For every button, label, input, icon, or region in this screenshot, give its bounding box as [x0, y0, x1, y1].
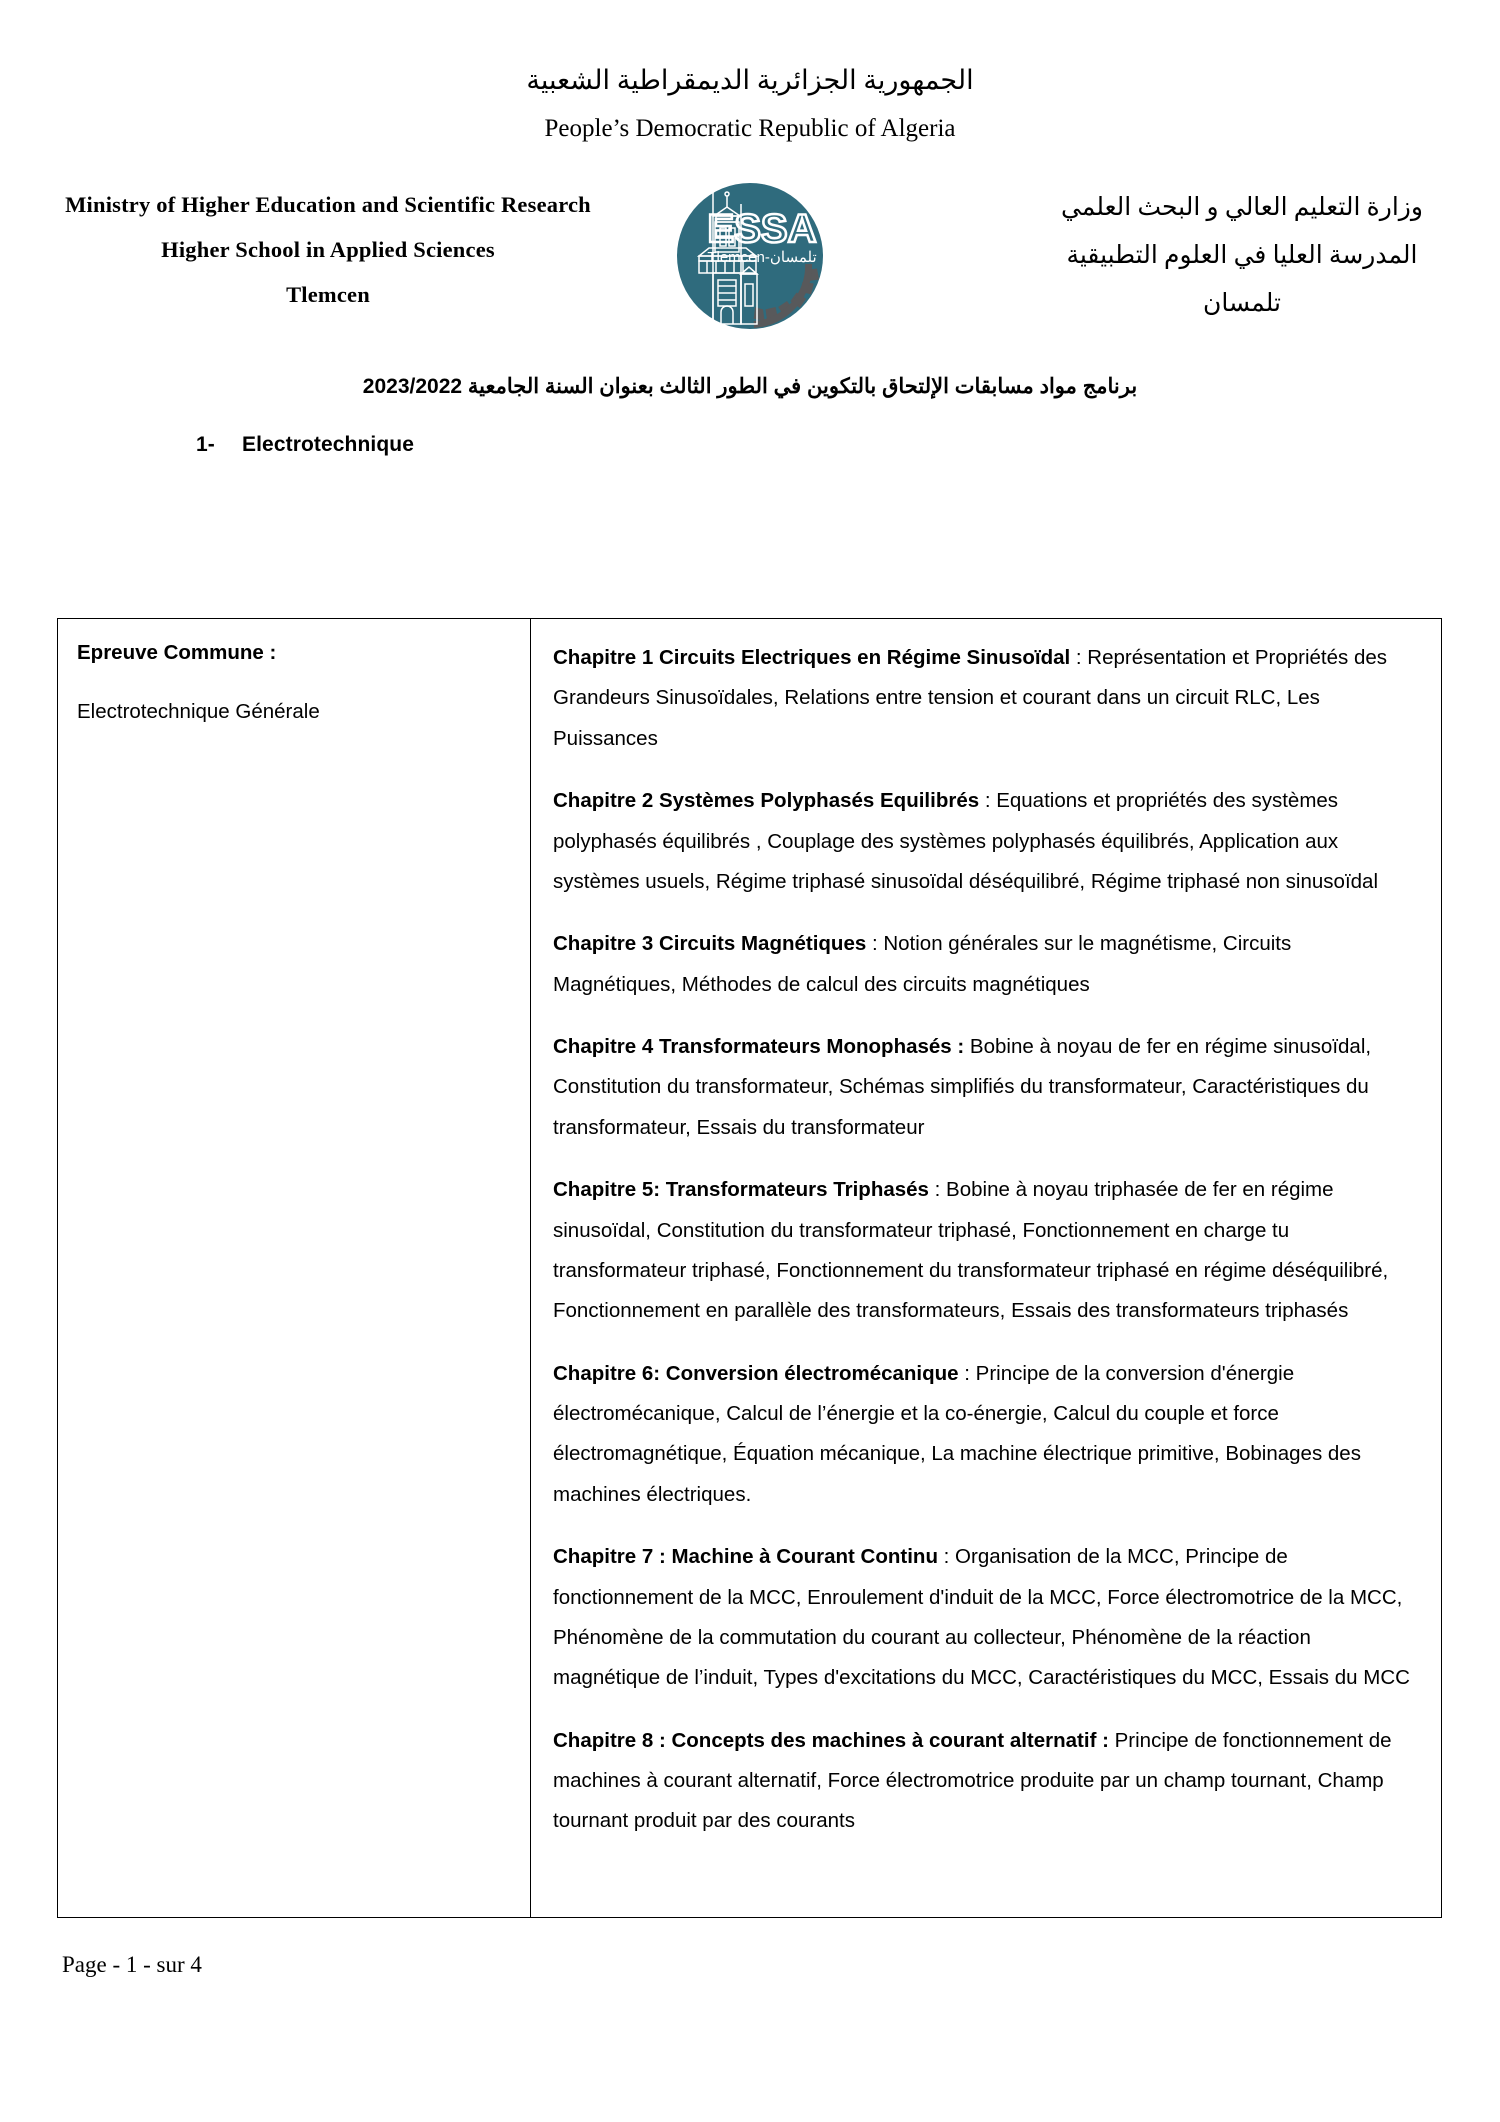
page-footer: Page - 1 - sur 4 [62, 1952, 202, 1977]
header-english-republic: People’s Democratic Republic of Algeria [544, 115, 956, 143]
chapter-title: Chapitre 6: Conversion électromécanique [553, 1361, 959, 1385]
chapter-body: Principe de fonctionnement de machines à courant alternatif, Force électromotrice produite par un champ tournant, Champ tournant produit par des courants [553, 1728, 1392, 1833]
document-header [0, 0, 1500, 146]
svg-text:Tlemcen-تلمسان: Tlemcen-تلمسان [707, 249, 817, 267]
chapter-title: Chapitre 3 Circuits Magnétiques [553, 932, 867, 956]
exam-subject: Electrotechnique Générale [77, 699, 320, 723]
chapter-title: Chapitre 2 Systèmes Polyphasés Equilibrés [553, 789, 980, 813]
table-cell-program [531, 619, 1441, 1917]
chapter-title: Chapitre 8 : Concepts des machines à courant alternatif : [553, 1728, 1109, 1752]
city-line-arabic: تلمسان [1203, 290, 1281, 318]
svg-text:ESSA: ESSA [707, 207, 817, 252]
essa-tlemcen-logo [666, 174, 834, 342]
chapter-body: : Principe de la conversion d'énergie électromécanique, Calcul de l’énergie et la co-énergie, Calcul du couple et force électromagnétique, Équation mécanique, La machine électrique primitive, Bobinages des machines électriques. [553, 1361, 1361, 1506]
section-label: Electrotechnique [242, 433, 414, 457]
chapter-paragraph [553, 924, 1419, 1005]
chapter-paragraph [553, 1721, 1419, 1842]
chapter-body: : Equations et propriétés des systèmes polyphasés équilibrés , Couplage des systèmes polyphasés équilibrés, Application aux systèmes usuels, Régime triphasé sinusoïdal déséquilibré, Régime triphasé non sinusoïdal [553, 789, 1378, 893]
chapter-paragraph [553, 781, 1419, 902]
chapter-paragraph [553, 1027, 1419, 1148]
school-line-arabic: المدرسة العليا في العلوم التطبيقية [1066, 242, 1418, 270]
chapter-title: Chapitre 1 Circuits Electriques en Régime Sinusoïdal [553, 646, 1071, 669]
chapter-paragraph [553, 638, 1419, 759]
exam-heading: Epreuve Commune : [77, 641, 277, 664]
institution-english-block [28, 182, 628, 317]
chapter-body: : Représentation et Propriétés des Grandeurs Sinusoïdales, Relations entre tension et courant dans un circuit RLC, Les Puissances [553, 646, 1387, 750]
chapter-body: : Organisation de la MCC, Principe de fonctionnement de la MCC, Enroulement d'induit de la MCC, Force électromotrice de la MCC, Phénomène de la commutation du courant au collecteur, Phénomène de la réaction magnétique de l’induit, Types d'excitations du MCC, Caractéristiques du MCC, Essais du MCC [553, 1545, 1410, 1690]
header-arabic-republic: الجمهورية الجزائرية الديمقراطية الشعبية [526, 65, 974, 95]
chapter-title: Chapitre 4 Transformateurs Monophasés : [553, 1035, 965, 1058]
program-title-arabic: برنامج مواد مسابقات الإلتحاق بالتكوين في الطور الثالث بعنوان السنة الجامعية 2023/2022 [362, 375, 1138, 399]
chapter-title: Chapitre 7 : Machine à Courant Continu [553, 1545, 938, 1569]
section-heading [0, 433, 1500, 457]
city-line: Tlemcen [286, 282, 370, 308]
ministry-line: Ministry of Higher Education and Scientific Research [65, 192, 591, 218]
chapter-body: : Bobine à noyau triphasée de fer en régime sinusoïdal, Constitution du transformateur triphasé, Fonctionnement en charge tu transformateur triphasé, Fonctionnement du transformateur triphasé en régime déséquilibré, Fonctionnement en parallèle des transformateurs, Essais des transformateurs triphasés [553, 1178, 1389, 1323]
program-table [57, 618, 1442, 1918]
chapter-body: Bobine à noyau de fer en régime sinusoïdal, Constitution du transformateur, Schémas simplifiés du transformateur, Caractéristiques du transformateur, Essais du transformateur [553, 1035, 1372, 1139]
ministry-line-arabic: وزارة التعليم العالي و البحث العلمي [1061, 194, 1423, 222]
institution-arabic-block [1042, 184, 1442, 328]
chapter-paragraph [553, 1170, 1419, 1332]
table-cell-exam [58, 619, 531, 1917]
chapter-body: : Notion générales sur le magnétisme, Circuits Magnétiques, Méthodes de calcul des circuits magnétiques [553, 932, 1292, 996]
school-line: Higher School in Applied Sciences [161, 237, 495, 263]
institution-row [0, 180, 1500, 350]
chapter-paragraph [553, 1354, 1419, 1516]
chapter-paragraph [553, 1537, 1419, 1699]
section-number: 1- [196, 433, 215, 457]
chapter-title: Chapitre 5: Transformateurs Triphasés [553, 1178, 929, 1202]
